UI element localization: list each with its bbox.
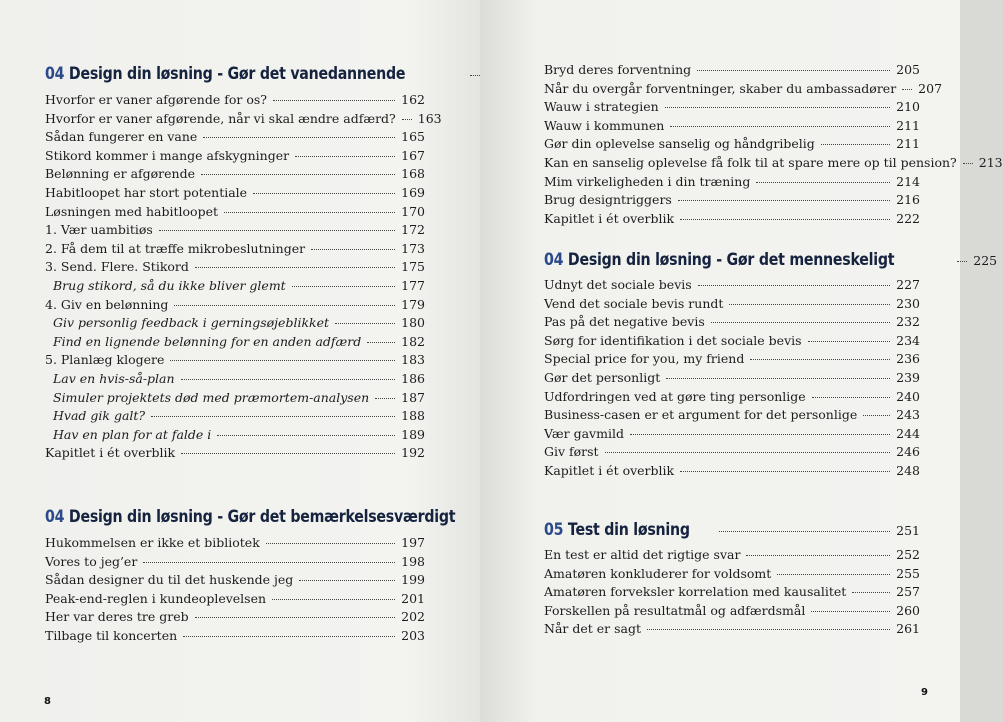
toc-entry[interactable] <box>45 204 425 222</box>
dot-leader <box>170 360 395 361</box>
page-ref: 203 <box>401 628 425 643</box>
toc-entry[interactable] <box>544 314 920 332</box>
toc-subentry[interactable] <box>53 427 425 445</box>
page-ref: 240 <box>896 388 920 404</box>
page-ref: 179 <box>401 296 425 312</box>
dot-leader <box>470 75 480 76</box>
page-ref: 205 <box>896 62 920 77</box>
entry-title: Gør din oplevelse sanselig og håndgribelig <box>544 136 815 152</box>
toc-entry[interactable] <box>544 136 920 154</box>
toc-entry[interactable] <box>45 352 425 370</box>
chapter-number: 04 <box>45 64 65 83</box>
entry-title: Wauw i strategien <box>544 99 659 115</box>
entry-title: Simuler projektets død med præmortem-analysen <box>53 389 370 405</box>
page-ref: 246 <box>896 444 920 460</box>
entry-title: Stikord kommer i mange afskygninger <box>45 147 290 163</box>
toc-entry[interactable] <box>45 554 425 572</box>
dot-leader <box>295 156 395 157</box>
page-ref: 257 <box>896 584 920 600</box>
entry-title: Hav en plan for at falde i <box>53 426 212 442</box>
page-ref: 244 <box>896 425 920 441</box>
entry-title: Kan en sanselig oplevelse få folk til at spare mere op til pension? <box>544 155 957 170</box>
toc-subentry[interactable] <box>53 315 425 333</box>
entry-title: Pas på det negative bevis <box>544 314 705 330</box>
toc-entry[interactable] <box>544 621 920 639</box>
toc-entry[interactable] <box>544 584 920 602</box>
dot-leader <box>299 580 395 581</box>
entry-title: Når det er sagt <box>544 621 641 637</box>
toc-entry[interactable] <box>544 211 920 229</box>
page-ref: 251 <box>896 523 920 538</box>
dot-leader <box>665 107 890 108</box>
chapter-title <box>45 64 405 83</box>
toc-entry[interactable] <box>544 547 920 565</box>
dot-leader <box>750 359 890 360</box>
entry-title: 5. Planlæg klogere <box>45 352 165 368</box>
entry-title: Hvorfor er vaner afgørende, når vi skal ændre adfærd? <box>45 110 396 126</box>
page-ref: 199 <box>401 572 425 588</box>
page-ref: 182 <box>401 333 425 349</box>
dot-leader <box>812 397 890 398</box>
toc-entry[interactable] <box>45 148 425 166</box>
entry-title: Amatøren forveksler korrelation med kausalitet <box>544 584 847 600</box>
entry-title: Hukommelsen er ikke et bibliotek <box>45 535 260 550</box>
toc-entry[interactable] <box>45 222 425 240</box>
toc-entry[interactable] <box>544 389 920 407</box>
dot-leader <box>174 305 395 306</box>
entry-title: 2. Få dem til at træffe mikrobeslutninger <box>45 240 306 256</box>
dot-leader <box>698 285 890 286</box>
dot-leader <box>756 182 890 183</box>
dot-leader <box>253 193 395 194</box>
dot-leader <box>335 323 395 324</box>
page-ref: 180 <box>401 315 425 331</box>
entry-title: Bryd deres forventning <box>544 62 692 77</box>
entry-title: Wauw i kommunen <box>544 117 665 133</box>
toc-entry[interactable] <box>544 277 920 295</box>
page-ref: 252 <box>896 547 920 562</box>
chapter-heading[interactable] <box>544 520 920 544</box>
dot-leader <box>902 89 912 90</box>
dot-leader <box>224 212 395 213</box>
toc-entry[interactable] <box>45 259 425 277</box>
page-number: 8 <box>44 696 51 707</box>
toc-entry[interactable] <box>45 92 425 110</box>
dot-leader <box>605 452 891 453</box>
page-ref: 210 <box>896 99 920 115</box>
toc-entry[interactable] <box>544 296 920 314</box>
dot-leader <box>746 555 890 556</box>
entry-title: Udnyt det sociale bevis <box>544 277 692 292</box>
toc-entry[interactable] <box>45 572 425 590</box>
dot-leader <box>143 562 395 563</box>
page-ref: 216 <box>896 192 920 208</box>
toc-entry[interactable] <box>45 185 425 203</box>
entry-title: Sådan designer du til det huskende jeg <box>45 572 294 588</box>
dot-leader <box>957 261 967 262</box>
dot-leader <box>680 219 890 220</box>
dot-leader <box>630 434 890 435</box>
entry-title: 4. Giv en belønning <box>45 296 169 312</box>
left-page <box>0 0 480 722</box>
dot-leader <box>181 453 395 454</box>
dot-leader <box>151 416 395 417</box>
dot-leader <box>402 119 412 120</box>
toc-entry[interactable] <box>544 351 920 369</box>
dot-leader <box>217 435 395 436</box>
entry-title: Amatøren konkluderer for voldsomt <box>544 565 772 581</box>
chapter-title-text: Design din løsning - Gør det vanedannende <box>68 64 406 83</box>
entry-title: Sørg for identifikation i det sociale bevis <box>544 332 802 348</box>
dot-leader <box>697 70 890 71</box>
page-ref: 234 <box>896 332 920 348</box>
dot-leader <box>719 531 890 532</box>
dot-leader <box>821 144 890 145</box>
dot-leader <box>272 599 395 600</box>
toc-entry[interactable] <box>45 445 425 463</box>
page-number: 9 <box>921 687 928 698</box>
entry-title: Løsningen med habitloopet <box>45 203 218 219</box>
page-ref: 211 <box>896 117 920 133</box>
page-ref: 239 <box>896 370 920 385</box>
toc-entry[interactable] <box>544 566 920 584</box>
page-ref: 183 <box>401 352 425 368</box>
toc-entry[interactable] <box>544 118 920 136</box>
dot-leader <box>203 137 395 138</box>
toc-entry[interactable] <box>45 535 425 553</box>
toc-entry[interactable] <box>45 110 442 129</box>
toc-entry[interactable] <box>544 174 920 192</box>
entry-title: Peak-end-reglen i kundeoplevelsen <box>45 590 267 606</box>
right-page <box>480 0 1003 722</box>
chapter-title-text: Design din løsning - Gør det menneskeligt <box>567 250 895 269</box>
page-ref: 202 <box>401 609 425 625</box>
page-ref: 177 <box>401 278 425 293</box>
dot-leader <box>729 304 890 305</box>
toc-entry[interactable] <box>544 155 1003 173</box>
toc-entry[interactable] <box>45 129 425 147</box>
toc-subentry[interactable] <box>53 278 425 296</box>
page-ref: 192 <box>401 445 425 461</box>
page-ref: 175 <box>401 259 425 275</box>
toc-entry[interactable] <box>544 80 943 99</box>
page-ref: 201 <box>401 590 425 606</box>
entry-title: Brug designtriggers <box>544 192 672 208</box>
entry-title: Udfordringen ved at gøre ting personlige <box>544 388 806 404</box>
toc-entry[interactable] <box>45 628 425 646</box>
entry-title: Hvad gik galt? <box>53 408 146 424</box>
page-ref: 230 <box>896 295 920 311</box>
page-ref: 232 <box>896 314 920 330</box>
entry-title: Vores to jeg’er <box>45 553 138 569</box>
entry-title: Habitloopet har stort potentiale <box>45 185 248 200</box>
chapter-title <box>45 507 455 526</box>
entry-title: Kapitlet i ét overblik <box>544 463 675 478</box>
toc-entry[interactable] <box>544 426 920 444</box>
entry-title: Belønning er afgørende <box>45 166 196 182</box>
entry-title: Mim virkeligheden i din træning <box>544 173 751 189</box>
dot-leader <box>811 611 890 612</box>
dot-leader <box>181 379 396 380</box>
page-ref: 162 <box>401 92 425 107</box>
page-ref: 169 <box>401 185 425 200</box>
toc-subentry[interactable] <box>53 371 425 389</box>
toc-entry[interactable] <box>544 99 920 117</box>
toc-entry[interactable] <box>45 591 425 609</box>
chapter-heading[interactable] <box>45 64 425 88</box>
page-ref: 225 <box>973 253 998 268</box>
page-ref: 188 <box>401 408 425 424</box>
page-ref: 198 <box>401 553 425 569</box>
chapter-title <box>544 520 690 539</box>
chapter-heading[interactable] <box>544 250 998 274</box>
dot-leader <box>863 415 890 416</box>
page-ref: 255 <box>896 565 920 581</box>
dot-leader <box>183 636 395 637</box>
entry-title: Når du overgår forventninger, skaber du ambassadører <box>544 80 897 96</box>
toc-entry[interactable] <box>544 444 920 462</box>
chapter-number: 05 <box>544 520 564 539</box>
dot-leader <box>266 543 395 544</box>
dot-leader <box>963 163 973 164</box>
page-ref: 261 <box>896 621 920 637</box>
toc-entry[interactable] <box>544 463 920 481</box>
toc-entry[interactable] <box>544 192 920 210</box>
page-ref: 189 <box>401 426 425 442</box>
entry-title: Brug stikord, så du ikke bliver glemt <box>53 278 286 293</box>
dot-leader <box>711 322 890 323</box>
entry-title: Kapitlet i ét overblik <box>544 210 675 226</box>
chapter-heading[interactable] <box>45 507 456 531</box>
toc-entry[interactable] <box>45 297 425 315</box>
page-ref: 207 <box>918 80 943 96</box>
entry-title: Gør det personligt <box>544 370 661 385</box>
entry-title: 3. Send. Flere. Stikord <box>45 259 189 275</box>
entry-title: Business-casen er et argument for det personlige <box>544 407 858 423</box>
toc-entry[interactable] <box>544 62 920 80</box>
page-ref: 170 <box>401 203 425 219</box>
chapter-title-text: Test din løsning <box>567 520 690 539</box>
dot-leader <box>367 342 395 343</box>
dot-leader <box>292 286 395 287</box>
toc-entry[interactable] <box>544 333 920 351</box>
dot-leader <box>647 629 890 630</box>
entry-title: Find en lignende belønning for en anden adfærd <box>53 333 362 349</box>
dot-leader <box>852 592 890 593</box>
dot-leader <box>666 378 890 379</box>
chapter-title-text: Design din løsning - Gør det bemærkelsesværdigt <box>68 507 456 526</box>
dot-leader <box>670 126 890 127</box>
toc-entry[interactable] <box>544 603 920 621</box>
page-ref: 172 <box>401 222 425 238</box>
page-ref: 248 <box>896 463 920 478</box>
page-ref: 167 <box>401 147 425 163</box>
page-ref: 168 <box>401 166 425 182</box>
entry-title: Hvorfor er vaner afgørende for os? <box>45 92 267 107</box>
entry-title: 1. Vær uambitiøs <box>45 222 153 238</box>
page-ref: 197 <box>401 535 425 550</box>
entry-title: Lav en hvis-så-plan <box>53 371 175 386</box>
dot-leader <box>678 200 890 201</box>
dot-leader <box>311 249 395 250</box>
entry-title: Special price for you, my friend <box>544 351 745 367</box>
page-ref: 213 <box>978 155 1003 170</box>
entry-title: Giv først <box>544 444 599 460</box>
entry-title: Forskellen på resultatmål og adfærdsmål <box>544 602 806 618</box>
dot-leader <box>195 617 396 618</box>
entry-title: Tilbage til koncerten <box>45 628 178 643</box>
dot-leader <box>808 341 891 342</box>
dot-leader <box>777 574 890 575</box>
entry-title: Kapitlet i ét overblik <box>45 445 176 461</box>
page-ref: 222 <box>896 210 920 226</box>
page-ref: 211 <box>896 136 920 152</box>
toc-subentry[interactable] <box>53 390 425 408</box>
page-ref: 260 <box>896 602 920 618</box>
page-ref: 163 <box>417 110 442 126</box>
dot-leader <box>201 174 395 175</box>
toc-entry[interactable] <box>45 241 425 259</box>
page-ref: 165 <box>401 129 425 145</box>
toc-subentry[interactable] <box>53 334 425 352</box>
chapter-number: 04 <box>544 250 564 269</box>
toc-entry[interactable] <box>45 166 425 184</box>
page-ref: 173 <box>401 240 425 256</box>
chapter-number: 04 <box>45 507 65 526</box>
page-ref: 227 <box>896 277 920 292</box>
toc-entry[interactable] <box>544 370 920 388</box>
page-ref: 214 <box>896 173 920 189</box>
dot-leader <box>375 398 395 399</box>
entry-title: Vend det sociale bevis rundt <box>544 295 724 311</box>
dot-leader <box>159 230 395 231</box>
chapter-title <box>544 250 894 269</box>
toc-entry[interactable] <box>544 407 920 425</box>
page-ref: 187 <box>401 389 425 405</box>
entry-title: En test er altid det rigtige svar <box>544 547 741 562</box>
entry-title: Giv personlig feedback i gerningsøjeblikket <box>53 315 330 331</box>
dot-leader <box>195 267 395 268</box>
page-ref: 243 <box>896 407 920 423</box>
entry-title: Her var deres tre greb <box>45 609 189 625</box>
page-ref: 186 <box>401 371 425 386</box>
page-ref: 236 <box>896 351 920 367</box>
toc-subentry[interactable] <box>53 408 425 426</box>
entry-title: Sådan fungerer en vane <box>45 129 198 145</box>
dot-leader <box>680 471 890 472</box>
toc-entry[interactable] <box>45 609 425 627</box>
dot-leader <box>273 100 395 101</box>
entry-title: Vær gavmild <box>544 425 624 441</box>
